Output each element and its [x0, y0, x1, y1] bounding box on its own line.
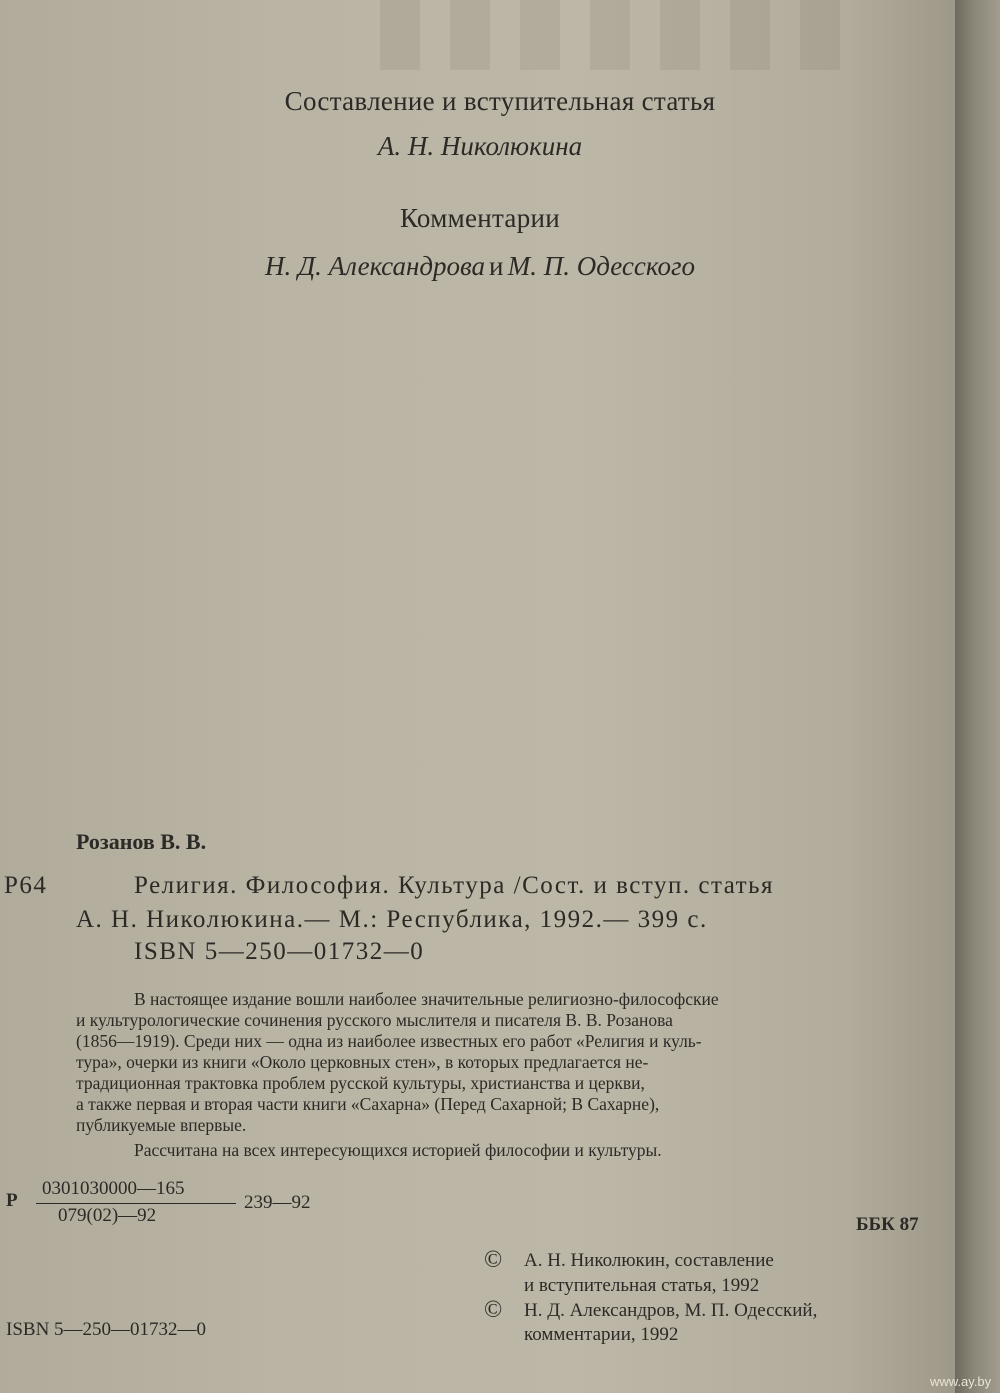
commentary-author-2: М. П. Одесского [507, 251, 696, 281]
title-line-1: Религия. Философия. Культура /Сост. и вступ. статья [134, 872, 774, 899]
annotation-audience: Рассчитана на всех интересующихся историей философии и культуры. [134, 1140, 662, 1160]
copyright-line: А. Н. Николюкин, составление [524, 1250, 774, 1271]
annotation-line: публикуемые впервые. [76, 1115, 247, 1135]
commentary-author-1: Н. Д. Александрова [264, 251, 486, 281]
imprint-letter: Р [6, 1190, 18, 1211]
annotation-line: традиционная трактовка проблем русской культуры, христианства и церкви, [76, 1073, 645, 1093]
copyright-line: комментарии, 1992 [524, 1324, 679, 1345]
copyright-symbol: © [484, 1247, 503, 1273]
annotation-line: В настоящее издание вошли наиболее значительные религиозно-философские [134, 989, 719, 1009]
book-gutter [955, 0, 1000, 1393]
copyright-line: и вступительная статья, 1992 [524, 1275, 760, 1296]
bbk-code: ББК 87 [856, 1214, 919, 1235]
compilation-label: Составление и вступительная статья [284, 86, 716, 116]
title-line-2: А. Н. Николюкина.— М.: Республика, 1992.— 399 с. [76, 906, 708, 933]
index-code: Р64 [4, 872, 48, 899]
show-through-print [380, 0, 860, 70]
annotation-line: а также первая и вторая части книги «Сахарна» (Перед Сахарной; В Сахарне), [76, 1094, 660, 1114]
isbn-bottom: ISBN 5—250—01732—0 [6, 1319, 207, 1340]
watermark: www.ay.by [930, 1374, 992, 1389]
author-heading: Розанов В. В. [76, 829, 207, 854]
compilation-author: А. Н. Николюкина [377, 131, 583, 161]
imprint-order-code: 239—92 [244, 1192, 311, 1213]
isbn-line: ISBN 5—250—01732—0 [134, 938, 425, 965]
commentary-label: Комментарии [399, 203, 561, 233]
copyright-line: Н. Д. Александров, М. П. Одесский, [524, 1300, 818, 1321]
commentary-and: и [489, 251, 504, 281]
annotation-line: тура», очерки из книги «Около церковных стен», в которых предлагается не- [76, 1052, 649, 1072]
annotation-line: и культурологические сочинения русского мыслителя и писателя В. В. Розанова [76, 1010, 673, 1030]
commentary-authors [150, 251, 810, 282]
imprint-numerator: 0301030000—165 [42, 1178, 185, 1199]
annotation-line: (1856—1919). Среди них — одна из наиболее известных его работ «Религия и куль- [76, 1031, 702, 1051]
fraction-bar [36, 1203, 236, 1204]
imprint-denominator: 079(02)—92 [58, 1205, 157, 1226]
copyright-symbol: © [484, 1297, 503, 1323]
